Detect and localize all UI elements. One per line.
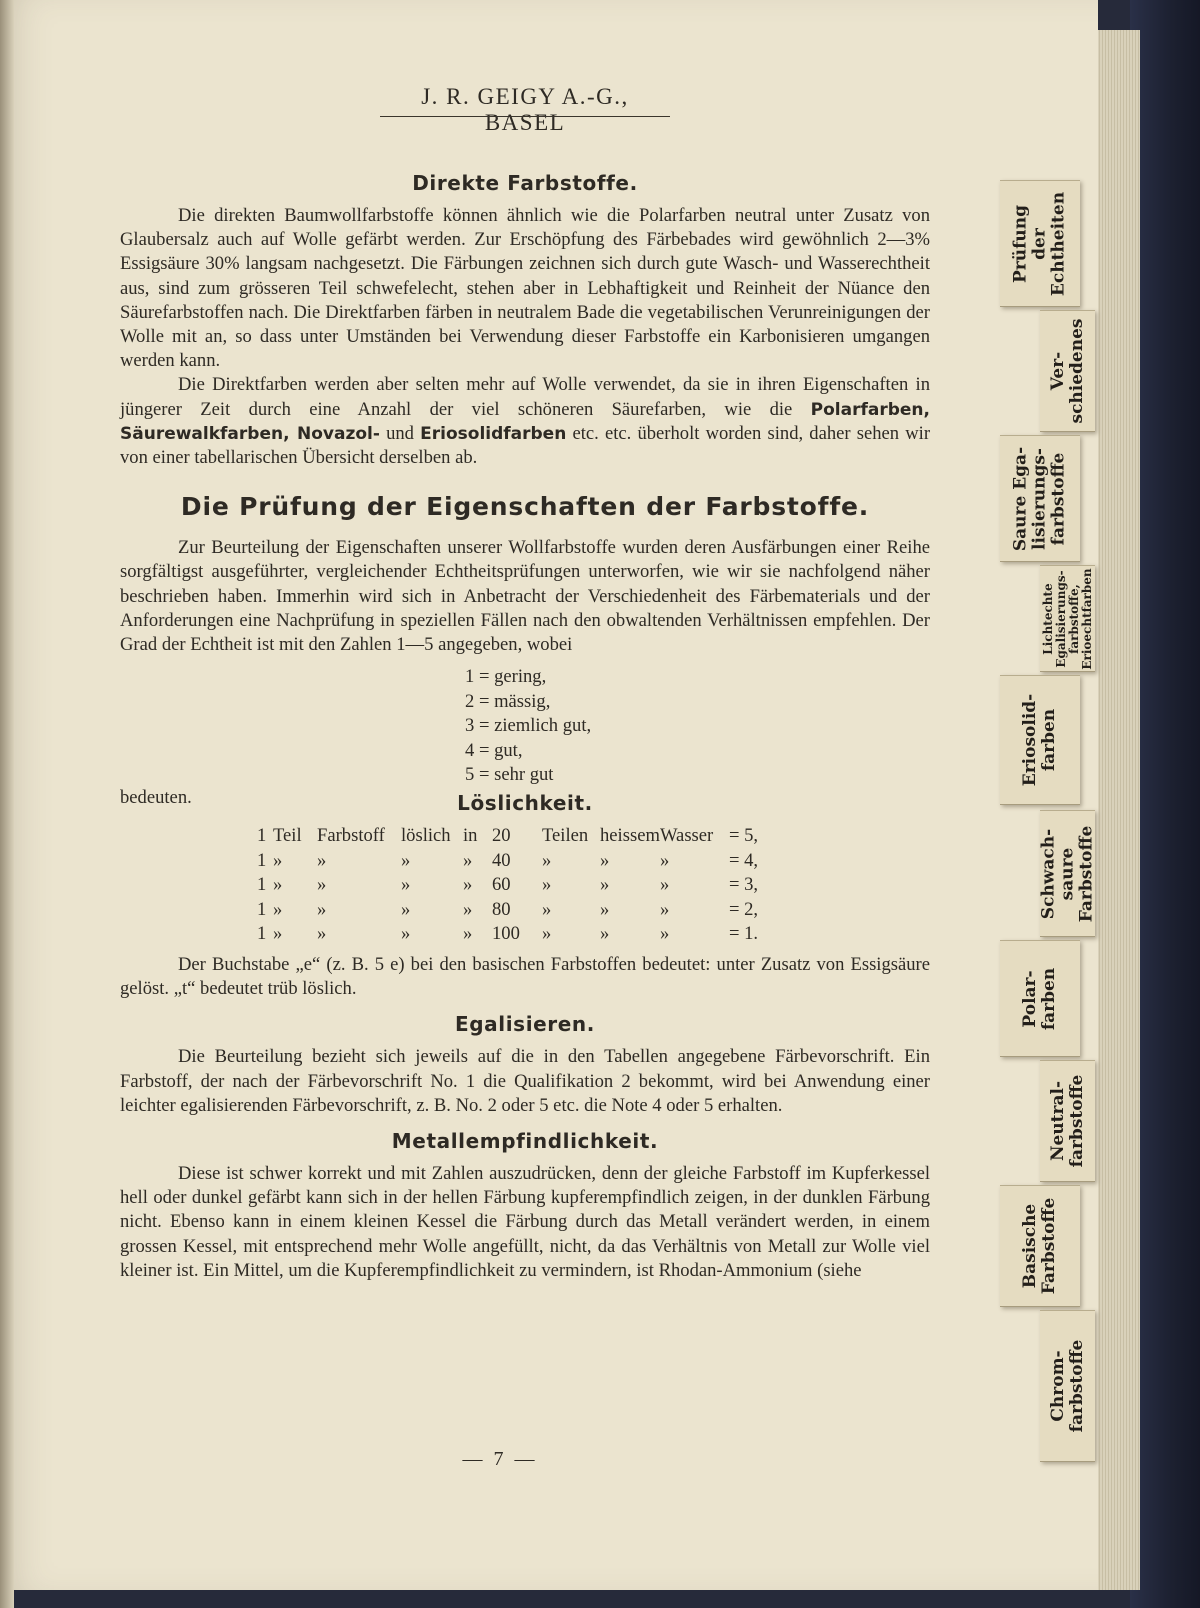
index-tab[interactable] — [1000, 675, 1080, 805]
solubility-cell: = 1. — [729, 923, 759, 945]
solubility-cell: » — [542, 849, 552, 871]
solubility-cell: » — [660, 898, 670, 920]
grade-item: 2 = mässig, — [465, 690, 551, 712]
solubility-cell: » — [542, 898, 552, 920]
solubility-cell: » — [401, 923, 411, 945]
solubility-row — [120, 873, 930, 898]
solubility-row — [120, 849, 930, 874]
solubility-cell: 40 — [492, 849, 511, 871]
solubility-cell: » — [273, 898, 283, 920]
solubility-row — [120, 898, 930, 923]
solubility-cell: » — [401, 898, 411, 920]
thumb-index-tabs — [1000, 180, 1095, 1480]
solubility-cell: = 3, — [729, 874, 759, 896]
heading-loeslichkeit: Löslichkeit. — [457, 791, 593, 816]
solubility-cell: 60 — [492, 874, 511, 896]
index-tab[interactable] — [1040, 1060, 1095, 1182]
index-tab[interactable] — [1000, 180, 1080, 307]
solubility-cell: » — [463, 849, 473, 871]
index-tab-label: Neutral- farbstoffe — [1047, 1074, 1087, 1168]
index-tab-label: Lichtechte Egalisierungs- farbstoffe, Erioechtfarben — [1040, 567, 1094, 670]
heading-egalisieren: Egalisieren. — [455, 1012, 595, 1037]
paragraph-pruefung-1: Zur Beurteilung der Eigenschaften unserer Wollfarbstoffe wurden deren Ausfärbungen einer Reihe sorgfältigst ausgeführter, vergleichender Echtheitsprüfungen unterworfen, wie wir sie nachfolgend näher beschrieben haben. Immerhin wird sich in Anbetracht der Verschiedenheit des Färbematerials und der Anforderungen eine Nachprüfung in speziellen Fällen nach den obwaltenden Verhältnissen empfehlen. Der Grad der Echtheit ist mit den Zahlen 1—5 angegeben, wobei — [120, 537, 930, 656]
index-tab-label: Chrom- farbstoffe — [1047, 1339, 1087, 1433]
solubility-cell: » — [660, 849, 670, 871]
solubility-cell: 1 — [257, 923, 267, 945]
heading-direkte-farbstoffe: Direkte Farbstoffe. — [412, 171, 638, 195]
solubility-cell: = 2, — [729, 898, 759, 920]
solubility-cell: » — [542, 874, 552, 896]
paragraph-loeslichkeit-note: Der Buchstabe „e“ (z. B. 5 e) bei den basischen Farbstoffen bedeutet: unter Zusatz von Essigsäure gelöst. „t“ bedeutet trüb löslich. — [120, 953, 930, 1000]
paragraph-egalisieren: Die Beurteilung bezieht sich jeweils auf die in den Tabellen angegebene Färbevorschrift. Ein Farbstoff, der nach der Färbevorschrift No. 1 die Qualifikation 2 bekommt, wird bei Anwendung einer leichter egalisierenden Färbevorschrift, z. B. No. 2 oder 5 etc. die Note 4 oder 5 erhalten. — [120, 1046, 930, 1116]
solubility-cell: » — [600, 874, 610, 896]
index-tab-label: Ver- schiedenes — [1047, 318, 1087, 424]
index-tab[interactable] — [1000, 1185, 1080, 1307]
grade-item: 1 = gering, — [465, 666, 547, 688]
index-tab-label: Polar- farben — [1020, 967, 1059, 1030]
solubility-cell: heissem — [600, 825, 660, 847]
page-number: — 7 — — [462, 1448, 538, 1470]
running-header: J. R. GEIGY A.-G., BASEL — [421, 84, 629, 135]
solubility-cell: 100 — [492, 923, 520, 945]
index-tab[interactable] — [1000, 940, 1080, 1057]
grade-item: 4 = gut, — [465, 739, 523, 761]
solubility-cell: Teilen — [542, 825, 589, 847]
page-content — [120, 170, 930, 1283]
solubility-cell: » — [317, 898, 327, 920]
paragraph-direkte-2-text-b: etc. etc. überholt worden sind, daher sehen wir von einer tabellarischen Übersicht derselben ab. — [120, 422, 931, 469]
solubility-cell: » — [317, 874, 327, 896]
solubility-cell: 20 — [492, 825, 511, 847]
solubility-cell: Wasser — [660, 825, 714, 847]
solubility-cell: » — [660, 874, 670, 896]
index-tab-label: Saure Ega- lisierungs- farbstoffe — [1010, 446, 1069, 551]
solubility-row — [120, 824, 930, 849]
solubility-cell: » — [660, 923, 670, 945]
grade-item: 3 = ziemlich gut, — [465, 715, 592, 737]
index-tab-label: Basische Farbstoffe — [1020, 1197, 1059, 1295]
heading-metallempfindlichkeit: Metallempfindlichkeit. — [391, 1128, 659, 1153]
solubility-table — [120, 824, 930, 947]
book-spine — [1130, 0, 1200, 1608]
index-tab[interactable] — [1000, 435, 1080, 562]
solubility-cell: 80 — [492, 898, 511, 920]
solubility-cell: » — [401, 874, 411, 896]
solubility-cell: Farbstoff — [317, 825, 385, 847]
grade-item: 5 = sehr gut — [465, 764, 554, 786]
solubility-cell: » — [600, 923, 610, 945]
paragraph-direkte-2-text-a: Die Direktfarben werden aber selten mehr auf Wolle verwendet, da sie in ihren Eigenschaften in jüngerer Zeit durch eine Anzahl der viel schöneren Säurefarben, wie die — [120, 374, 930, 420]
solubility-row — [120, 922, 930, 947]
index-tab-label: Prüfung der Echtheiten — [1010, 191, 1069, 296]
solubility-cell: » — [463, 923, 473, 945]
index-tab[interactable] — [1040, 1310, 1095, 1462]
index-tab-label: Eriosolid- farben — [1020, 693, 1059, 787]
solubility-cell: 1 — [257, 874, 267, 896]
index-tab[interactable] — [1040, 565, 1095, 672]
paragraph-direkte-1: Die direkten Baumwollfarbstoffe können ähnlich wie die Polarfarben neutral unter Zusatz von Glaubersalz auch auf Wolle gefärbt werden. Zur Erschöpfung des Färbebades wird gewöhnlich 2—3% Essigsäure 30% langsam nachgesetzt. Die Färbungen zeichnen sich durch gute Wasch- und Wasserechtheit aus, sind zum grösseren Teil schwefelecht, stehen aber in Lebhaftigkeit und Reinheit der Nüance den Säurefarbstoffen nach. Die Direktfarben färben in neutralem Bade die vegetabilischen Verunreinigungen der Wolle mit an, so dass unter Umständen bei Verwendung dieser Farbstoffe ein Karbonisieren umgangen werden kann. — [120, 205, 930, 372]
paragraph-metall: Diese ist schwer korrekt und mit Zahlen auszudrücken, denn der gleiche Farbstoff im Kupferkessel hell oder dunkel gefärbt kann sich in der hellen Färbung kupferempfindlich zeigen, in der dunklen Färbung nicht. Ebenso kann in einem kleinen Kessel die Färbung durch das Metall verändert werden, in einem grossen Kessel, mit entsprechend mehr Wolle angefüllt, nicht, da das Verhältnis von Metall zur Wolle viel kleiner ist. Ein Mittel, um die Kupferempfindlichkeit zu vermindern, ist Rhodan-Ammonium (siehe — [120, 1162, 930, 1281]
page-gutter — [0, 0, 14, 1608]
bold-farbklassen-1: Polarfarben, Säurewalkfarben, Novazol- — [120, 399, 930, 444]
header-rule — [380, 116, 670, 117]
solubility-cell: » — [600, 898, 610, 920]
bold-eriosolidfarben: Eriosolidfarben — [420, 423, 567, 444]
heading-pruefung: Die Prüfung der Eigenschaften der Farbstoffe. — [180, 492, 870, 522]
solubility-cell: » — [273, 874, 283, 896]
index-tab[interactable] — [1040, 810, 1095, 937]
solubility-cell: 1 — [257, 825, 267, 847]
solubility-cell: » — [600, 849, 610, 871]
bedeuten-text: bedeuten. — [120, 787, 192, 809]
solubility-cell: » — [317, 923, 327, 945]
index-tab-label: Schwach- saure Farbstoffe — [1038, 825, 1096, 922]
solubility-cell: 1 — [257, 898, 267, 920]
solubility-cell: = 5, — [729, 825, 759, 847]
solubility-cell: » — [317, 849, 327, 871]
solubility-cell: » — [273, 923, 283, 945]
solubility-cell: in — [463, 825, 478, 847]
solubility-cell: Teil — [273, 825, 302, 847]
paragraph-direkte-2 — [120, 373, 930, 470]
solubility-cell: » — [273, 849, 283, 871]
solubility-cell: » — [463, 874, 473, 896]
solubility-cell: » — [401, 849, 411, 871]
solubility-cell: = 4, — [729, 849, 759, 871]
grade-list — [120, 665, 930, 790]
solubility-cell: 1 — [257, 849, 267, 871]
solubility-cell: » — [463, 898, 473, 920]
solubility-cell: löslich — [401, 825, 451, 847]
index-tab[interactable] — [1040, 310, 1095, 432]
solubility-cell: » — [542, 923, 552, 945]
word-und: und — [386, 422, 414, 444]
